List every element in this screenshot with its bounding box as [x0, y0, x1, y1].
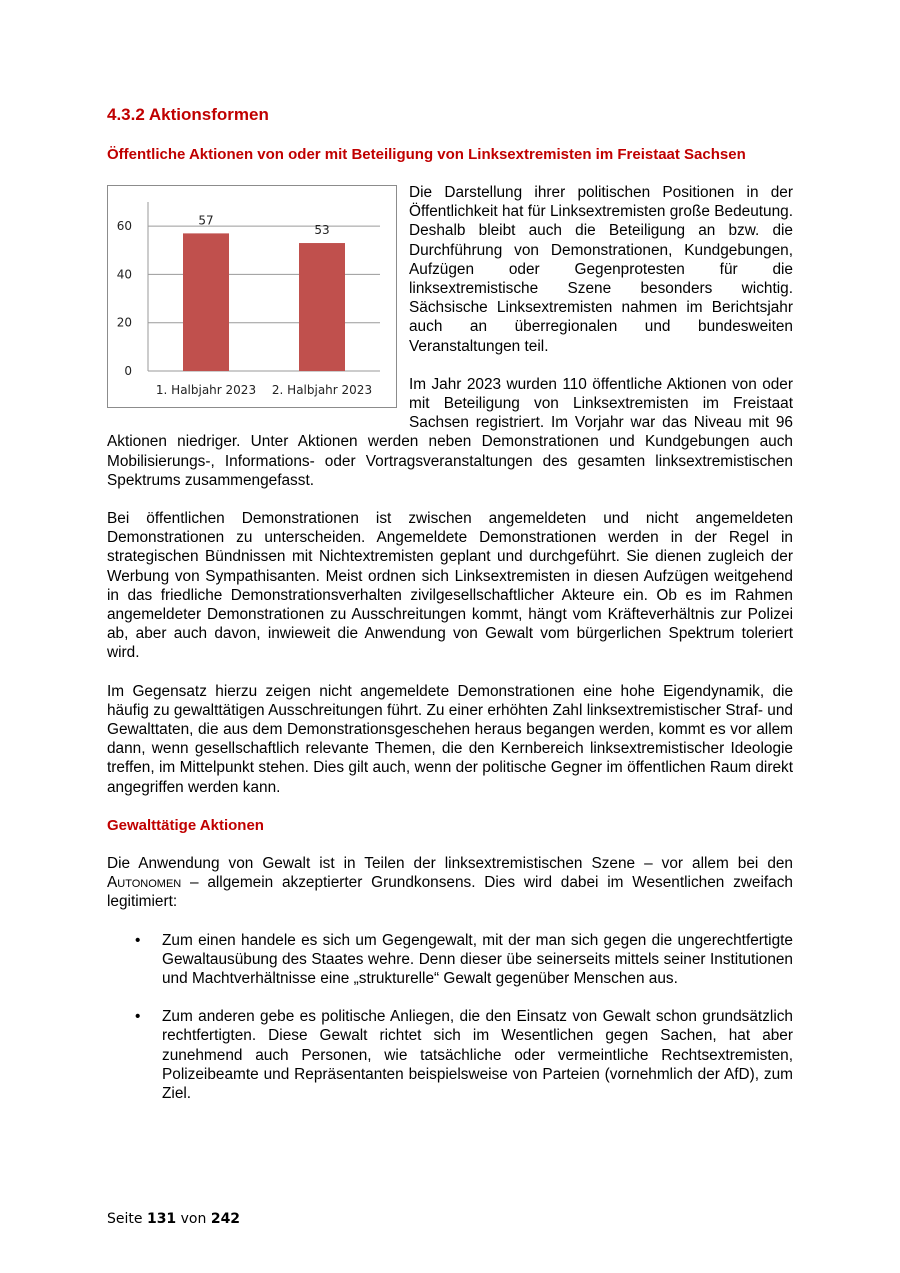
bullet-list: [107, 931, 793, 1104]
section-title: 4.3.2 Aktionsformen: [107, 105, 269, 124]
footer-prefix: Seite: [107, 1211, 143, 1227]
footer-total-pages: 242: [210, 1211, 241, 1227]
bullet-icon: •: [135, 1008, 141, 1026]
bar-chart: [107, 185, 397, 408]
paragraph-5: [107, 854, 793, 912]
page-footer: [107, 1211, 240, 1227]
paragraph-5-text-b: – allgemein akzeptierter Grundkonsens. Dies wird dabei im Wesentlichen zweifach legitimiert:: [107, 874, 793, 911]
list-item: [107, 931, 793, 989]
bar: [183, 233, 229, 371]
y-tick-label: 60: [116, 219, 132, 234]
x-tick-label: 1. Halbjahr 2023: [155, 383, 257, 397]
subsection-title-public-actions: Öffentliche Aktionen von oder mit Beteiligung von Linksextremisten im Freistaat Sachsen: [107, 146, 746, 163]
y-tick-label: 20: [116, 315, 132, 330]
data-label: 57: [198, 213, 214, 228]
subsection-title-violent-actions: Gewalttätige Aktionen: [107, 816, 264, 834]
y-tick-label: 0: [124, 364, 132, 378]
footer-page-number: 131: [146, 1211, 177, 1227]
bullet-icon: •: [135, 931, 141, 949]
bar-chart-canvas: [108, 186, 396, 407]
term-autonome: Autonomen: [107, 874, 182, 892]
bar: [299, 243, 345, 371]
paragraph-2: Im Jahr 2023 wurden 110 öffentliche Aktionen von oder mit Beteiligung von Linksextremisten im Freistaat Sachsen registriert. Im Vorjahr war das Niveau mit 96 Aktionen niedriger. Unter Aktionen werden neben Demonstrationen und Kundgebungen auch Mobilisierungs-, Informations- oder Vortragsveranstaltungen des gesamten linksextremistischen Spektrums zusammengefasst.: [107, 375, 793, 489]
paragraph-5-text-a: Die Anwendung von Gewalt ist in Teilen der linksextremistischen Szene – vor allem bei den: [107, 854, 793, 872]
page-content: [107, 104, 793, 1103]
list-item: [107, 1007, 793, 1103]
footer-middle: von: [180, 1211, 207, 1227]
paragraph-3: Bei öffentlichen Demonstrationen ist zwischen angemeldeten und nicht angemeldeten Demonstrationen zu unterscheiden. Angemeldete Demonstrationen werden in der Regel in strategischen Bündnissen mit Nichtextremisten geplant und durchgeführt. Sie dienen zugleich der Werbung von Sympathisanten. Meist ordnen sich Linksextremisten in diesen Aufzügen weitgehend in das friedliche Demonstrationsverhalten zivilgesellschaftlicher Akteure ein. Ob es im Rahmen angemeldeter Demonstrationen zu Ausschreitungen kommt, hängt vom Kräfteverhältnis zur Polizei ab, aber auch davon, inwieweit die Anwendung von Gewalt vom bürgerlichen Spektrum toleriert wird.: [107, 510, 793, 662]
list-item-text: Zum einen handele es sich um Gegengewalt, mit der man sich gegen die ungerechtfertigte Gewaltausübung des Staates wehre. Denn dieser übe seinerseits mittels seiner Institutionen und Machtverhältnisse eine „strukturelle“ Gewalt gegenüber Menschen aus.: [162, 931, 793, 987]
y-tick-label: 40: [116, 267, 132, 282]
x-tick-label: 2. Halbjahr 2023: [271, 383, 373, 397]
list-item-text: Zum anderen gebe es politische Anliegen, die den Einsatz von Gewalt schon grundsätzlich rechtfertigten. Diese Gewalt richtet sich im Wesentlichen gegen Sachen, hat aber zunehmend auch Personen, wie tatsächliche oder vermeintliche Rechtsextremisten, Polizeibeamte und Repräsentanten beispielsweise von Parteien (vornehmlich der AfD), zum Ziel.: [162, 1008, 793, 1102]
paragraph-1: Die Darstellung ihrer politischen Positionen in der Öffentlichkeit hat für Linksextremisten große Bedeutung. Deshalb bleibt auch die Beteiligung an bzw. die Durchführung von Demonstrationen, Kundgebungen, Aufzügen oder Gegenprotesten für die linksextremistische Szene besonders wichtig. Sächsische Linksextremisten nahmen im Berichtsjahr auch an überregionalen und bundesweiten Veranstaltungen teil.: [409, 184, 793, 355]
data-label: 53: [314, 223, 330, 238]
paragraph-4: Im Gegensatz hierzu zeigen nicht angemeldete Demonstrationen eine hohe Eigendynamik, die häufig zu gewalttätigen Ausschreitungen führt. Zu einer erhöhten Zahl linksextremistischer Straf- und Gewalttaten, die aus dem Demonstrationsgeschehen heraus begangen werden, kommt es vor allem dann, wenn gesellschaftlich relevante Themen, die den Kernbereich linksextremistischer Ideologie treffen, im Mittelpunkt stehen. Dies gilt auch, wenn der politische Gegner im öffentlichen Raum direkt angegriffen werden kann.: [107, 682, 793, 796]
